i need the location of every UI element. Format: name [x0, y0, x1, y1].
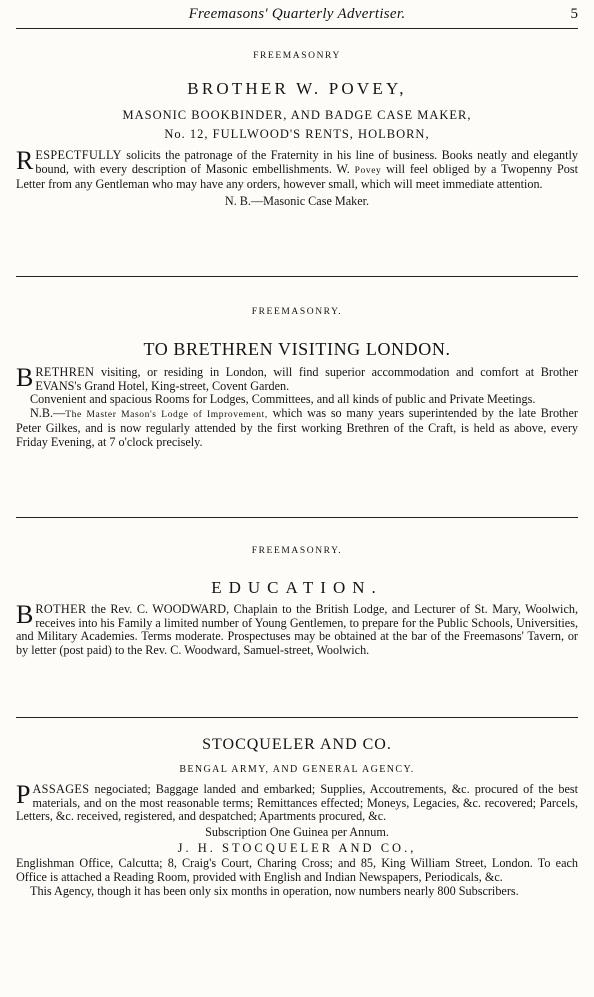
- lead-word: RETHREN: [35, 365, 95, 379]
- drop-capital: R: [16, 146, 34, 175]
- body-text: will feel obliged by a Twopenny Post Letter from any Gentleman who may have any orders, however small, which will meet immediate attention.: [16, 161, 579, 192]
- signature-line: J. H. STOCQUELER AND CO.,: [177, 841, 417, 856]
- drop-capital: P: [16, 780, 31, 809]
- lead-word: ROTHER: [35, 602, 87, 616]
- advert-headline: EDUCATION.: [211, 578, 383, 597]
- running-title: Freemasons' Quarterly Advertiser.: [188, 6, 406, 22]
- advert-body: [16, 780, 578, 898]
- body-text: the Rev. C. WOODWARD, Chaplain to the British Lodge, and Lecturer of St. Mary, Woolwich, receives into his Family a limited number of Young Gentlemen, to prepare for the Public Schools, Universities, and Military Academies. Terms moderate. Prospectuses may be obtained at the bar of the Freemasons' Tavern, or by letter (post paid) to the Rev. C. Woodward, Samuel-street, Woolwich.: [16, 602, 578, 657]
- small-caps-lodge: The Master Mason's Lodge of Improvement,: [65, 409, 268, 420]
- advert-body: [16, 146, 579, 208]
- body-paragraph: [16, 407, 578, 450]
- advert-subline-address: No. 12, FULLWOOD'S RENTS, HOLBORN,: [164, 127, 430, 141]
- drop-capital: B: [16, 600, 34, 629]
- subscription-line: Subscription One Guinea per Annum.: [205, 824, 389, 839]
- body-text: visiting, or residing in London, will find superior accommodation and comfort at Brother EVANS's Grand Hotel, King-street, Covent Garden.: [35, 365, 579, 393]
- body-text: negociated; Baggage landed and embarked; Supplies, Accoutrements, &c. procured of the best materials, and on the most reasonable terms; Remittances effected; Moneys, Legacies, &c. recovered; Parcels, Letters, &c. received, registered, and despatched; Apartments procured, &c.: [16, 782, 578, 824]
- advert-kicker: FREEMASONRY: [253, 51, 341, 61]
- section-divider: [16, 717, 578, 718]
- header-rule: [16, 28, 578, 29]
- advert-headline: TO BRETHREN VISITING LONDON.: [143, 339, 451, 359]
- advert-subline-trade: MASONIC BOOKBINDER, AND BADGE CASE MAKER,: [122, 108, 472, 122]
- offices-paragraph: Englishman Office, Calcutta; 8, Craig's Court, Charing Cross; and 85, King William Street, London. To each Office is attached a Reading Room, provided with English and Indian Newspapers, Periodicals, &c.: [16, 856, 578, 884]
- advert-kicker: FREEMASONRY.: [251, 546, 343, 556]
- body-text: solicits the patronage of the Fraternity in his line of business. Books neatly and elegantly bound, with every description of Masonic embellishments. W.: [35, 148, 579, 176]
- section-divider: [16, 517, 578, 518]
- closing-paragraph: This Agency, though it has been only six months in operation, now numbers nearly 800 Subscribers.: [30, 883, 519, 898]
- advert-visiting-london: [16, 306, 578, 450]
- drop-capital: B: [16, 363, 34, 392]
- advert-headline: BROTHER W. POVEY,: [187, 79, 407, 98]
- advert-kicker: FREEMASONRY.: [251, 307, 343, 317]
- advert-stocqueler: [16, 734, 578, 898]
- lead-word: ESPECTFULLY: [35, 148, 122, 162]
- section-divider: [16, 276, 578, 277]
- advert-subline: BENGAL ARMY, AND GENERAL AGENCY.: [179, 764, 415, 775]
- advert-education: [16, 545, 578, 657]
- advert-povey: [16, 50, 578, 208]
- small-caps-name: Povey: [354, 165, 382, 176]
- advert-headline: STOCQUELER AND CO.: [202, 736, 392, 753]
- note-prefix: N.B.—: [30, 405, 66, 420]
- body-paragraph: Convenient and spacious Rooms for Lodges, Committees, and all kinds of public and Private Meetings.: [30, 392, 536, 407]
- page-number: 5: [570, 6, 578, 22]
- running-head: [0, 6, 594, 28]
- lead-word: ASSAGES: [32, 782, 90, 796]
- advert-note: N. B.—Masonic Case Maker.: [224, 193, 370, 208]
- advert-body: [16, 600, 578, 657]
- advert-body: [16, 363, 579, 450]
- body-text: which was so many years superintended by the late Brother Peter Gilkes, and is now regularly attended by the first working Brethren of the Craft, is held as above, every Friday Evening, at 7 o'clock precisely.: [16, 405, 578, 449]
